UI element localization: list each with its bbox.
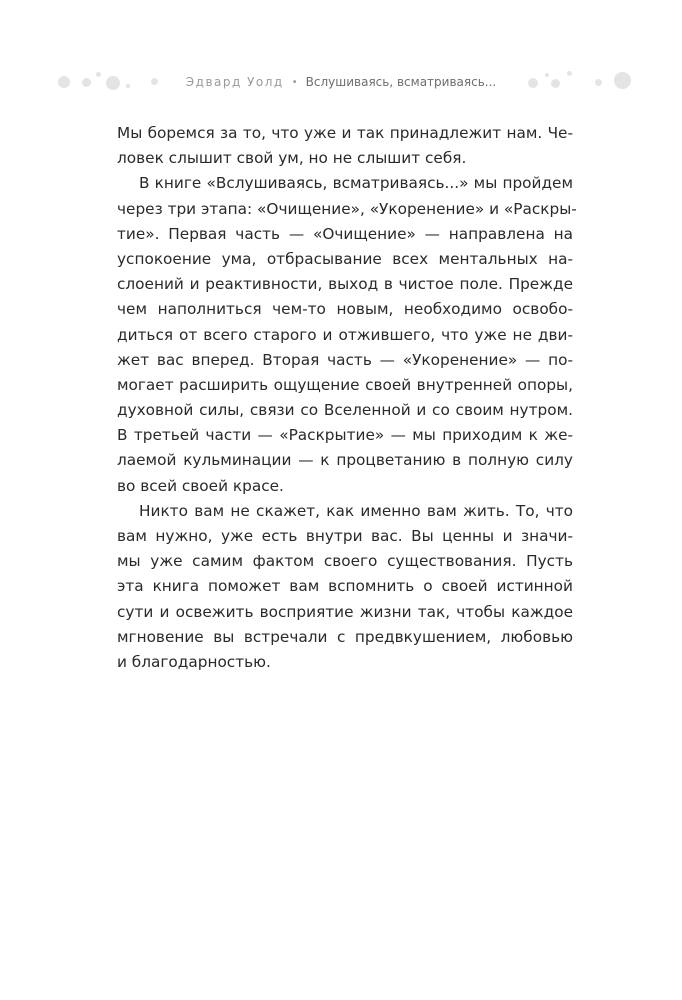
header-text	[0, 75, 682, 89]
text-line: Никто вам не скажет, как именно вам жить. То, что	[139, 501, 573, 520]
decor-dot-icon	[528, 78, 538, 88]
text-line: духовной силы, связи со Вселенной и со своим нутром.	[117, 401, 573, 420]
text-line: мы уже самим фактом своего существования. Пусть	[117, 552, 573, 571]
text-line: слоений и реактивности, выход в чистое поле. Прежде	[117, 275, 573, 294]
text-line: тие». Первая часть — «Очищение» — направлена на	[117, 224, 573, 243]
text-line: Мы боремся за то, что уже и так принадлежит нам. Че-	[117, 124, 573, 142]
decor-dot-icon	[614, 72, 631, 89]
text-line: лаемой кульминации — к процветанию в полную силу	[117, 451, 573, 470]
text-line: во всей своей красе.	[117, 476, 284, 495]
decor-dot-icon	[545, 73, 549, 77]
text-line: чем наполниться чем-то новым, необходимо освобо-	[117, 300, 573, 319]
text-line: В книге «Вслушиваясь, всматриваясь...» мы пройдем	[139, 174, 573, 193]
decor-dot-icon	[595, 79, 602, 86]
text-line: сути и освежить восприятие жизни так, чтобы каждое	[117, 602, 573, 621]
text-line: и благодарностью.	[117, 652, 271, 671]
header-separator: •	[291, 77, 298, 88]
header-author: Эдвард Уолд	[185, 75, 284, 89]
text-line: ловек слышит свой ум, но не слышит себя.	[117, 149, 467, 168]
decor-dot-icon	[551, 79, 560, 88]
text-line: через три этапа: «Очищение», «Укоренение» и «Раскры-	[117, 199, 577, 218]
text-line: вам нужно, уже есть внутри вас. Вы ценны и значи-	[117, 527, 573, 545]
text-line: эта книга поможет вам вспомнить о своей истинной	[117, 577, 573, 596]
text-line: В третьей части — «Раскрытие» — мы приходим к же-	[117, 426, 573, 445]
body-text	[117, 121, 577, 675]
decor-dot-icon	[567, 71, 572, 76]
text-line: мгновение вы встречали с предвкушением, любовью	[117, 627, 573, 646]
text-line: жет вас вперед. Вторая часть — «Укоренение» — по-	[117, 350, 573, 369]
text-line: диться от всего старого и отжившего, что уже не дви-	[117, 325, 573, 344]
header-book-title: Вслушиваясь, всматриваясь...	[305, 75, 497, 89]
text-line: успокоение ума, отбрасывание всех ментальных на-	[117, 249, 573, 268]
text-line: могает расширить ощущение своей внутренней опоры,	[117, 375, 573, 394]
running-header	[0, 66, 682, 102]
